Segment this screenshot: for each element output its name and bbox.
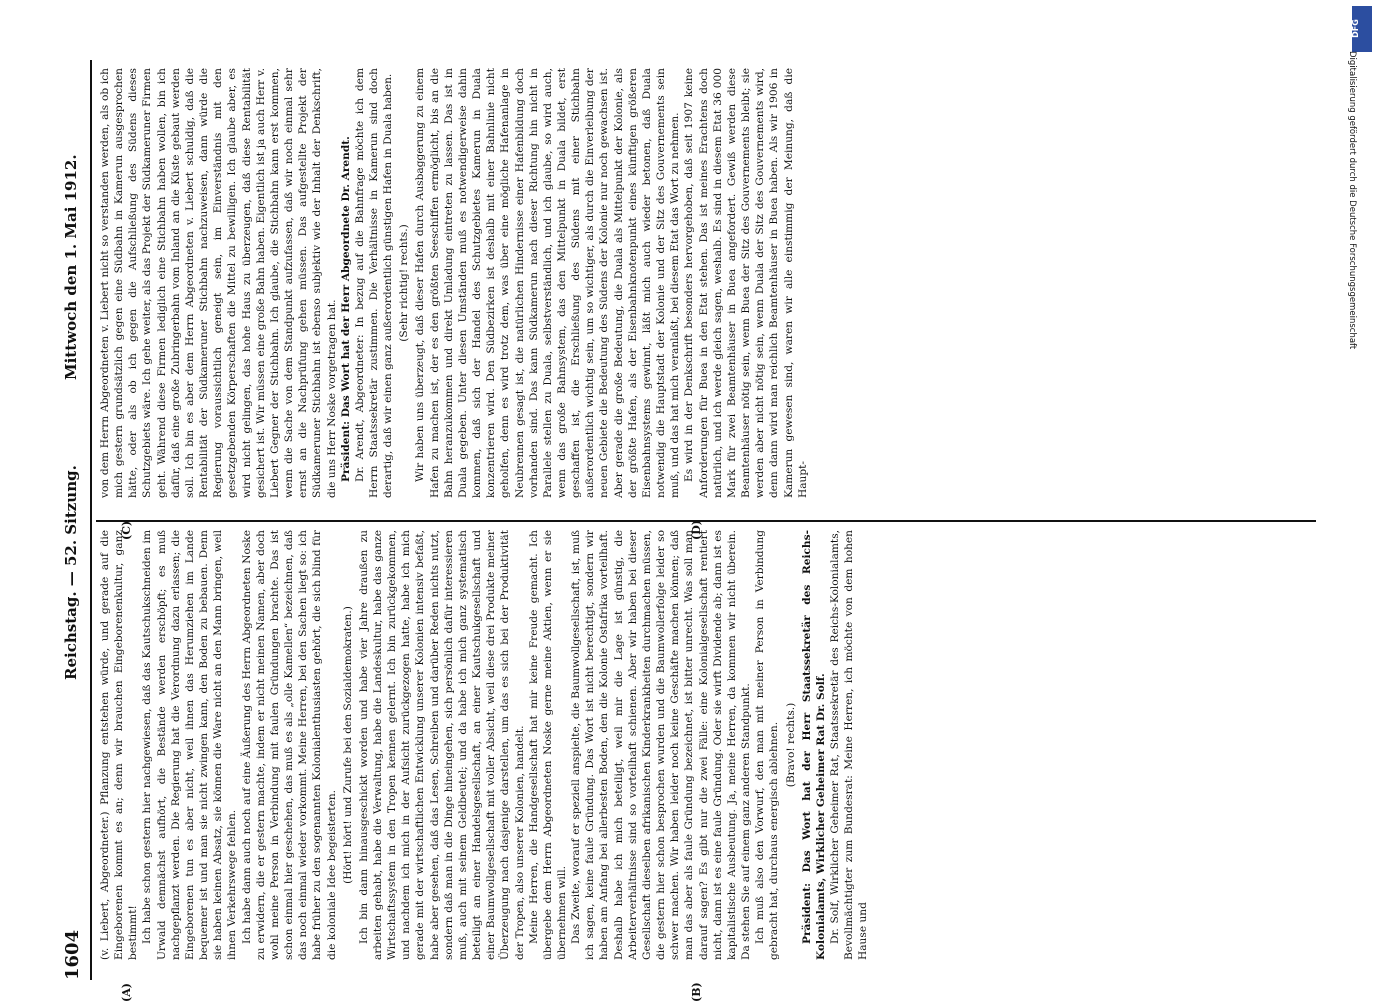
paragraph: Meine Herren, die Handgesellschaft hat mir keine Freude gemacht. Ich übergebe dem Herrn Abgeordneten Noske gerne meine Aktien, wenn er sie übernehmen will.	[527, 530, 568, 960]
margin-marker-d: (D)	[690, 520, 703, 540]
paragraph: Dr. Solf, Wirklicher Geheimer Rat, Staatssekretär des Reichs-Kolonialamts, Bevollmächtigter zum Bundesrat: Meine Herren, ich möchte von dem hohen Hause und	[828, 530, 870, 960]
paragraph: Ich habe schon gestern hier nachgewiesen, daß das Kautschukschneiden im Urwald demnächst aufhört, die Bestände werden erschöpft; es muß nachgepflanzt werden. Die Regierung hat die Verordnung dazu erlassen; die Eingeborenen tun es aber nicht, weil ihnen das Herumziehen im Lande bequemer ist und man sie nicht zwingen kann, den Boden zu bebauen. Denn sie haben keinen Absatz, sie können die Ware nicht an den Mann bringen, weil ihnen Verkehrswege fehlen.	[141, 530, 239, 960]
interjection: (Hört! hört! und Zurufe bei den Sozialdemokraten.)	[341, 606, 354, 884]
margin-marker-a: (A)	[120, 983, 133, 1002]
left-column	[98, 530, 1313, 960]
header-title-right: Mittwoch den 1. Mai 1912.	[62, 154, 80, 380]
column-rule	[96, 520, 1316, 522]
margin-marker-b: (B)	[690, 982, 703, 1002]
paragraph: Ich habe dann auch noch auf eine Äußerung des Herrn Abgeordneten Noske zu erwidern, die er gestern machte, indem er nicht meinen Namen, aber doch wohl meine Person in Verbindung mit faulen Gründungen brachte. Das ist schon einmal hier geschehen, das muß es als „olle Kamellen“ bezeichnen, daß das noch einmal wieder vorkommt. Meine Herren, bei den Sachen liegt so: ich habe früher zu den sogenannten Kolonialenthusiasten gehört, die sich blind für die koloniale Idee begeisterten.	[240, 530, 338, 960]
margin-marker-c: (C)	[120, 520, 133, 540]
dfg-logo-text: DFG	[1350, 19, 1360, 38]
page-header	[50, 60, 92, 980]
paragraph: Das Zweite, worauf er speziell anspielte, die Baumwollgesellschaft, ist, muß ich sagen, keine faule Gründung. Das Wort ist nicht berechtigt, sondern wir haben am Anfang bei allerbesten Boden, den die Kolonie Ostafrika vorteilhaft. Deshalb habe ich mich beteiligt, weil mir die Lage ist günstig, die Arbeiterverhältnisse sind so vorteilhaft schienen. Aber wir haben bei dieser Gesellschaft dieselben afrikanischen Kinderkrankheiten durchmachen müssen, die gestern hier schon besprochen wurden und die Baumwollerfolge leider so schwer machen. Wir haben leider noch keine Geschäfte machen können; daß man das aber als faule Gründung bezeichnet, ist bitter unrecht. Was soll man darauf sagen? Es gibt nur die zwei Fälle: eine Kolonialgesellschaft rentiert nicht, dann ist es eine faule Gründung. Oder sie wirft Dividende ab; dann ist es kapitalistische Ausbeutung. Ja, meine Herren, da kommen wir nicht überein. Da stehen Sie auf einem ganz anderen Standpunkt.	[570, 530, 753, 960]
paragraph: Ich bin dann hinausgeschickt worden und habe vier Jahre draußen zu arbeiten gehabt, habe die Verwaltung, habe die Landeskultur, habe das ganze Wirtschaftssystem in den Tropen kennen gelernt. Ich bin zurückgekommen, und nachdem ich mich in der Aufsicht zurückgezogen hatte, habe ich mich gerade mit der wirtschaftlichen Entwicklung unserer Kolonien intensiv befaßt, habe aber gesehen, daß das Lesen, Schreiben und darüber Reden nichts nutzt, sondern daß man in die Dinge hineingehen, sich persönlich dafür interessieren muß, auch mit seinem Geldbeutel; und da habe ich mich ganz systematisch beteiligt an einer Handelsgesellschaft, an einer Kautschukgesellschaft und einer Baumwollgesellschaft mit voller Absicht, weil diese drei Produkte meiner Überzeugung nach dasjenige darstellen, um das es sich bei der Produktivität der Tropen, also unserer Kolonien, handelt.	[357, 530, 526, 960]
speaker-paragraph: Präsident: Das Wort hat der Herr Staatssekretär des Reichs-Kolonialamts, Wirklicher Geheimer Rat Dr. Solf.	[800, 530, 827, 960]
interjection: (Bravo! rechts.)	[784, 702, 797, 788]
dfg-logo-icon	[1352, 6, 1372, 52]
interjection: (Sehr richtig! rechts.)	[398, 224, 411, 342]
paragraph: von dem Herrn Abgeordneten v. Liebert nicht so verstanden werden, als ob ich mich gestern grundsätzlich gegen eine Südbahn in Kamerun ausgesprochen hätte, oder als ob ich gegen die Aufschließung des Südens dieses Schutzgebiets wäre. Ich gehe weiter, als das Projekt der Südkameruner Firmen geht. Während diese Firmen lediglich eine Stichbahn haben wollen, bin ich dafür, daß eine große Zubringerbahn vom Inland an die Küste gebaut werden soll. Ich bin es aber dem Herrn Abgeordneten v. Liebert schuldig, daß die Rentabilität der Südkameruner Stichbahn nachzuweisen, dann würde die Regierung voraussichtlich geneigt sein, im Einverständnis mit den gesetzgebenden Körperschaften die Mittel zu bewilligen. Ich glaube aber, es wird nicht gelingen, das hohe Haus zu überzeugen, daß diese Rentabilität gesichert ist. Wir müssen eine große Bahn haben. Eigentlich ist ja auch Herr v. Liebert Gegner der Stichbahn. Ich glaube, die Stichbahn kann erst kommen, wenn die Sache von dem Standpunkt aufzufassen, daß wir noch einmal sehr ernst an die Nachprüfung gehen müssen. Das aufgestellte Projekt der Südkameruner Stichbahn ist ebenso subjektiv wie der Inhalt der Denkschrift, die uns Herr Noske vorgetragen hat.	[99, 68, 338, 498]
paragraph: Es wird in der Denkschrift besonders hervorgehoben, daß seit 1907 keine Anforderungen für Buea in den Etat stehen. Das ist meines Erachtens doch natürlich, und ich werde gleich sagen, weshalb. Es sind in diesem Etat 36 000 Mark für zwei Beamtenhäuser in Buea angefordert. Gewiß werden diese Beamtenhäuser nötig sein, wenn Buea der Sitz des Gouvernements bleibt; sie werden aber nicht nötig sein, wenn Duala der Sitz des Gouvernements wird, denn dann wird man reichlich Beamtenhäuser in Buea haben. Als wir 1906 in Kamerun gewesen sind, waren wir alle einstimmig der Meinung, daß die Haupt-	[683, 68, 809, 498]
digitization-strip	[1347, 6, 1374, 992]
right-column	[98, 68, 1313, 498]
speaker-paragraph: Präsident: Das Wort hat der Herr Abgeordnete Dr. Arendt.	[339, 136, 352, 482]
digitization-note: Digitalisierung gefördert durch die Deutsche Forschungsgemeinschaft	[1347, 51, 1357, 350]
page-number: 1604	[62, 929, 83, 980]
paragraph: Wir haben uns überzeugt, daß dieser Hafen durch Ausbaggerung zu einem Hafen zu machen ist, der es den größten Seeschiffen ermöglicht, bis an die Bahn heranzukommen und direkt Umladung eintreten zu lassen. Das ist in Duala gegeben. Unter diesen Umständen muß es notwendigerweise dahin kommen, daß sich der Handel des Schutzgebietes Kamerun in Duala konzentrieren wird. Den Südbezirken ist deshalb mit einer Bahnlinie nicht geholfen, denn es wird trotz dem, was über eine mögliche Hafenanlage in Neubrennen gesagt ist, die natürlichen Hindernisse einer Hafenbildung doch vorhanden sind. Das kann Südkamerun nach dieser Richtung hin nicht in Parallele stellen zu Duala, selbstverständlich, und ich glaube, so wird auch, wenn das große Bahnsystem, das den Mittelpunkt in Duala bildet, erst geschaffen ist, die Erschließung des Südens mit einer Stichbahn außerordentlich wichtig sein, um so wichtiger, als durch die Einverleibung der neuen Gebiete die Bedeutung des Südens der Kolonie nur noch gewachsen ist. Aber gerade die große Bedeutung, die Duala als Mittelpunkt der Kolonie, als der größte Hafen, als der Eisenbahnknotenpunkt eines künftigen größeren Eisenbahnsystems gewinnt, läßt mich auch wieder betonen, daß Duala notwendig die Hauptstadt der Kolonie und der Sitz des Gouvernements sein muß, und das hat mich veranlaßt, bei diesem Etat das Wort zu nehmen.	[414, 68, 682, 498]
paragraph: Ich muß also den Vorwurf, den man mit meiner Person in Verbindung gebracht hat, durchaus energisch ablehnen.	[754, 530, 781, 960]
paragraph: (v. Liebert, Abgeordneter.) Pflanzung entstehen würde, und gerade auf die Eingeborenen kommt es an; denn wir brauchen Eingeborenenkultur, ganz bestimmt!	[99, 530, 140, 960]
header-title-left: Reichstag. — 52. Sitzung.	[62, 465, 80, 680]
newspaper-page	[50, 60, 1320, 1002]
paragraph: Dr. Arendt, Abgeordneter: In bezug auf die Bahnfrage möchte ich dem Herrn Staatssekretär zustimmen. Die Verhältnisse in Kamerun sind doch derartig, daß wir einen ganz außerordentlich günstigen Hafen in Duala haben.	[353, 68, 395, 498]
